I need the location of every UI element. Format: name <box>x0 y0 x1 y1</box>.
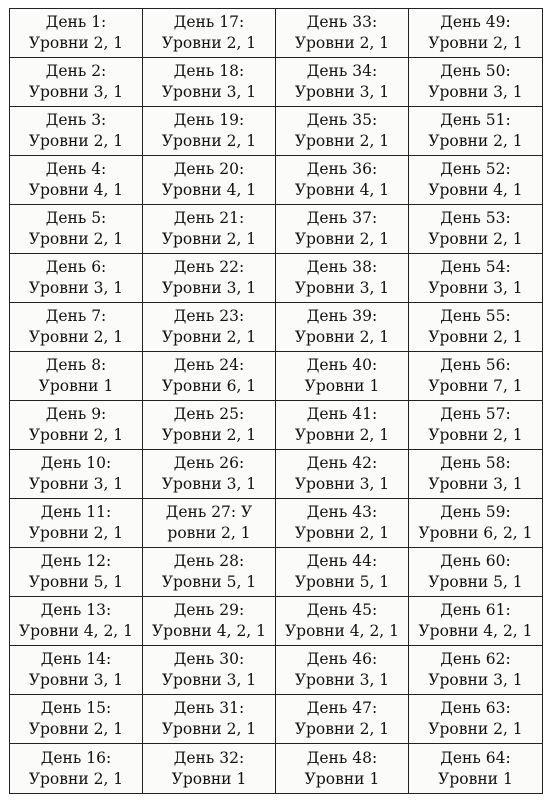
table-cell <box>409 107 542 156</box>
day-label: День 2: <box>45 62 107 80</box>
table-cell <box>276 499 409 548</box>
levels-label: Уровни 2, 1 <box>161 132 257 150</box>
table-cell <box>10 107 143 156</box>
levels-label: Уровни 2, 1 <box>161 328 257 346</box>
table-cell <box>409 156 542 205</box>
levels-label: Уровни 2, 1 <box>28 720 124 738</box>
schedule-table <box>9 8 543 794</box>
table-cell <box>143 58 276 107</box>
table-cell <box>409 646 542 695</box>
levels-label: Уровни 2, 1 <box>28 426 124 444</box>
day-label: День 58: <box>440 454 511 472</box>
day-label: День 43: <box>306 503 378 521</box>
levels-label: Уровни 2, 1 <box>28 230 124 248</box>
levels-label: Уровни 2, 1 <box>294 132 390 150</box>
table-cell <box>10 744 143 793</box>
levels-label: Уровни 6, 2, 1 <box>418 524 533 542</box>
table-cell <box>143 156 276 205</box>
day-label: День 45: <box>306 601 378 619</box>
levels-label: Уровни 3, 1 <box>161 475 257 493</box>
table-cell <box>10 548 143 597</box>
table-cell <box>276 156 409 205</box>
table-cell <box>276 401 409 450</box>
levels-label: Уровни 4, 1 <box>428 181 523 199</box>
table-cell <box>276 205 409 254</box>
day-label: День 16: <box>40 748 112 767</box>
day-label: День 32: <box>173 748 245 767</box>
levels-label: Уровни 4, 1 <box>28 181 124 199</box>
table-cell <box>409 450 542 499</box>
day-label: День 15: <box>40 699 112 717</box>
day-label: День 56: <box>440 356 511 374</box>
day-label: День 42: <box>306 454 378 472</box>
levels-label: Уровни 4, 2, 1 <box>18 622 134 640</box>
levels-label: Уровни 2, 1 <box>161 34 257 52</box>
table-cell <box>10 303 143 352</box>
table-cell <box>276 9 409 58</box>
levels-label: Уровни 3, 1 <box>428 671 523 689</box>
day-label: День 19: <box>173 111 245 129</box>
day-label: День 38: <box>306 258 378 276</box>
levels-label: Уровни 6, 1 <box>161 377 257 395</box>
table-cell <box>143 9 276 58</box>
day-label: День 6: <box>45 258 107 276</box>
day-label: День 3: <box>45 111 107 129</box>
levels-label: Уровни 2, 1 <box>161 230 257 248</box>
table-cell <box>10 401 143 450</box>
table-cell <box>276 58 409 107</box>
levels-label: Уровни 1 <box>304 377 380 395</box>
levels-label: Уровни 2, 1 <box>428 230 523 248</box>
levels-label: Уровни 3, 1 <box>294 83 390 101</box>
day-label: День 24: <box>173 356 245 374</box>
levels-label: Уровни 3, 1 <box>428 475 523 493</box>
day-label: День 52: <box>440 160 511 178</box>
day-label: День 37: <box>306 209 378 227</box>
table-cell <box>409 205 542 254</box>
day-label: День 8: <box>45 356 107 374</box>
table-cell <box>143 597 276 646</box>
day-label: День 4: <box>45 160 107 178</box>
day-label: День 30: <box>173 650 245 668</box>
day-label: День 5: <box>45 209 107 227</box>
table-cell <box>143 548 276 597</box>
day-label: День 31: <box>173 699 245 717</box>
table-cell <box>409 548 542 597</box>
table-cell <box>10 9 143 58</box>
table-cell <box>409 597 542 646</box>
table-cell <box>409 9 542 58</box>
table-cell <box>276 254 409 303</box>
day-label: День 11: <box>40 503 112 521</box>
levels-label: Уровни 3, 1 <box>28 83 124 101</box>
day-label: День 28: <box>173 552 245 570</box>
day-label: День 7: <box>45 307 107 325</box>
levels-label: Уровни 3, 1 <box>428 279 523 297</box>
day-label: День 44: <box>306 552 378 570</box>
levels-label: Уровни 7, 1 <box>428 377 523 395</box>
table-cell <box>143 744 276 793</box>
table-cell <box>143 401 276 450</box>
day-label: День 57: <box>440 405 511 423</box>
table-cell <box>276 744 409 793</box>
levels-label: Уровни 2, 1 <box>294 720 390 738</box>
table-cell <box>143 303 276 352</box>
levels-label: Уровни 4, 2, 1 <box>151 622 267 640</box>
levels-label: Уровни 2, 1 <box>428 34 523 52</box>
table-cell <box>143 695 276 744</box>
table-cell <box>143 499 276 548</box>
day-label: День 29: <box>173 601 245 619</box>
day-label: День 39: <box>306 307 378 325</box>
table-cell <box>409 695 542 744</box>
day-label: День 26: <box>173 454 245 472</box>
table-cell <box>409 352 542 401</box>
table-cell <box>409 58 542 107</box>
levels-label: Уровни 3, 1 <box>28 279 124 297</box>
day-label: День 54: <box>440 258 511 276</box>
table-cell <box>10 597 143 646</box>
day-label: День 60: <box>440 552 511 570</box>
day-label: День 10: <box>40 454 112 472</box>
table-cell <box>10 450 143 499</box>
levels-label: Уровни 2, 1 <box>428 328 523 346</box>
levels-label: Уровни 3, 1 <box>294 279 390 297</box>
day-label: День 12: <box>40 552 112 570</box>
day-label: День 51: <box>440 111 511 129</box>
levels-label: Уровни 3, 1 <box>161 83 257 101</box>
levels-label: Уровни 2, 1 <box>161 426 257 444</box>
table-cell <box>10 695 143 744</box>
day-label: День 62: <box>440 650 511 668</box>
levels-label: Уровни 2, 1 <box>28 328 124 346</box>
levels-label: Уровни 3, 1 <box>28 671 124 689</box>
levels-label: Уровни 3, 1 <box>294 475 390 493</box>
day-label: День 61: <box>440 601 511 619</box>
levels-label: Уровни 1 <box>304 769 380 788</box>
levels-label: Уровни 2, 1 <box>28 34 124 52</box>
levels-label: Уровни 1 <box>171 769 247 788</box>
levels-label: Уровни 2, 1 <box>28 132 124 150</box>
day-label: День 35: <box>306 111 378 129</box>
table-cell <box>10 499 143 548</box>
day-label: День 47: <box>306 699 378 717</box>
levels-label: Уровни 3, 1 <box>28 475 124 493</box>
day-label: День 49: <box>440 13 511 31</box>
day-label: День 20: <box>173 160 245 178</box>
day-label: День 17: <box>173 13 245 31</box>
day-label: День 48: <box>306 748 378 767</box>
levels-label: Уровни 4, 2, 1 <box>284 622 400 640</box>
levels-label: Уровни 2, 1 <box>294 524 390 542</box>
day-label: День 59: <box>440 503 511 521</box>
day-label: День 33: <box>306 13 378 31</box>
day-label: День 21: <box>173 209 245 227</box>
day-label: День 9: <box>45 405 107 423</box>
table-cell <box>143 254 276 303</box>
table-cell <box>409 401 542 450</box>
levels-label: Уровни 2, 1 <box>28 769 124 788</box>
levels-label: Уровни 2, 1 <box>294 426 390 444</box>
table-cell <box>276 107 409 156</box>
day-label: День 64: <box>440 748 511 767</box>
table-cell <box>143 205 276 254</box>
table-cell <box>409 499 542 548</box>
table-cell <box>10 352 143 401</box>
levels-label: Уровни 5, 1 <box>428 573 523 591</box>
levels-label: Уровни 2, 1 <box>294 328 390 346</box>
table-cell <box>276 352 409 401</box>
levels-label: Уровни 3, 1 <box>161 671 257 689</box>
day-label: День 36: <box>306 160 378 178</box>
day-label: День 1: <box>45 13 107 31</box>
table-cell <box>409 303 542 352</box>
day-label: День 50: <box>440 62 511 80</box>
levels-label: Уровни 2, 1 <box>428 426 523 444</box>
levels-label: Уровни 5, 1 <box>294 573 390 591</box>
day-label: День 27: У <box>165 503 253 521</box>
day-label: День 53: <box>440 209 511 227</box>
table-cell <box>10 205 143 254</box>
table-cell <box>276 450 409 499</box>
day-label: День 34: <box>306 62 378 80</box>
levels-label: Уровни 2, 1 <box>294 230 390 248</box>
levels-label: Уровни 1 <box>38 377 114 395</box>
day-label: День 18: <box>173 62 245 80</box>
table-cell <box>143 646 276 695</box>
table-cell <box>10 58 143 107</box>
day-label: День 25: <box>173 405 245 423</box>
table-cell <box>276 303 409 352</box>
day-label: День 13: <box>40 601 112 619</box>
table-cell <box>409 744 542 793</box>
table-cell <box>276 646 409 695</box>
day-label: День 55: <box>440 307 511 325</box>
levels-label: Уровни 2, 1 <box>28 524 124 542</box>
levels-label: Уровни 5, 1 <box>28 573 124 591</box>
table-cell <box>10 254 143 303</box>
table-cell <box>276 548 409 597</box>
table-cell <box>276 695 409 744</box>
day-label: День 40: <box>306 356 378 374</box>
levels-label: Уровни 2, 1 <box>428 132 523 150</box>
levels-label: Уровни 2, 1 <box>161 720 257 738</box>
table-cell <box>143 107 276 156</box>
table-cell <box>409 254 542 303</box>
table-cell <box>276 597 409 646</box>
levels-label: Уровни 4, 2, 1 <box>418 622 533 640</box>
table-cell <box>143 450 276 499</box>
table-cell <box>10 646 143 695</box>
levels-label: ровни 2, 1 <box>167 524 251 542</box>
day-label: День 14: <box>40 650 112 668</box>
levels-label: Уровни 3, 1 <box>294 671 390 689</box>
levels-label: Уровни 3, 1 <box>161 279 257 297</box>
day-label: День 46: <box>306 650 378 668</box>
day-label: День 63: <box>440 699 511 717</box>
table-cell <box>10 156 143 205</box>
day-label: День 23: <box>173 307 245 325</box>
levels-label: Уровни 3, 1 <box>428 83 523 101</box>
day-label: День 22: <box>173 258 245 276</box>
levels-label: Уровни 4, 1 <box>294 181 390 199</box>
levels-label: Уровни 5, 1 <box>161 573 257 591</box>
table-cell <box>143 352 276 401</box>
day-label: День 41: <box>306 405 378 423</box>
levels-label: Уровни 4, 1 <box>161 181 257 199</box>
levels-label: Уровни 1 <box>438 769 513 788</box>
levels-label: Уровни 2, 1 <box>294 34 390 52</box>
levels-label: Уровни 2, 1 <box>428 720 523 738</box>
